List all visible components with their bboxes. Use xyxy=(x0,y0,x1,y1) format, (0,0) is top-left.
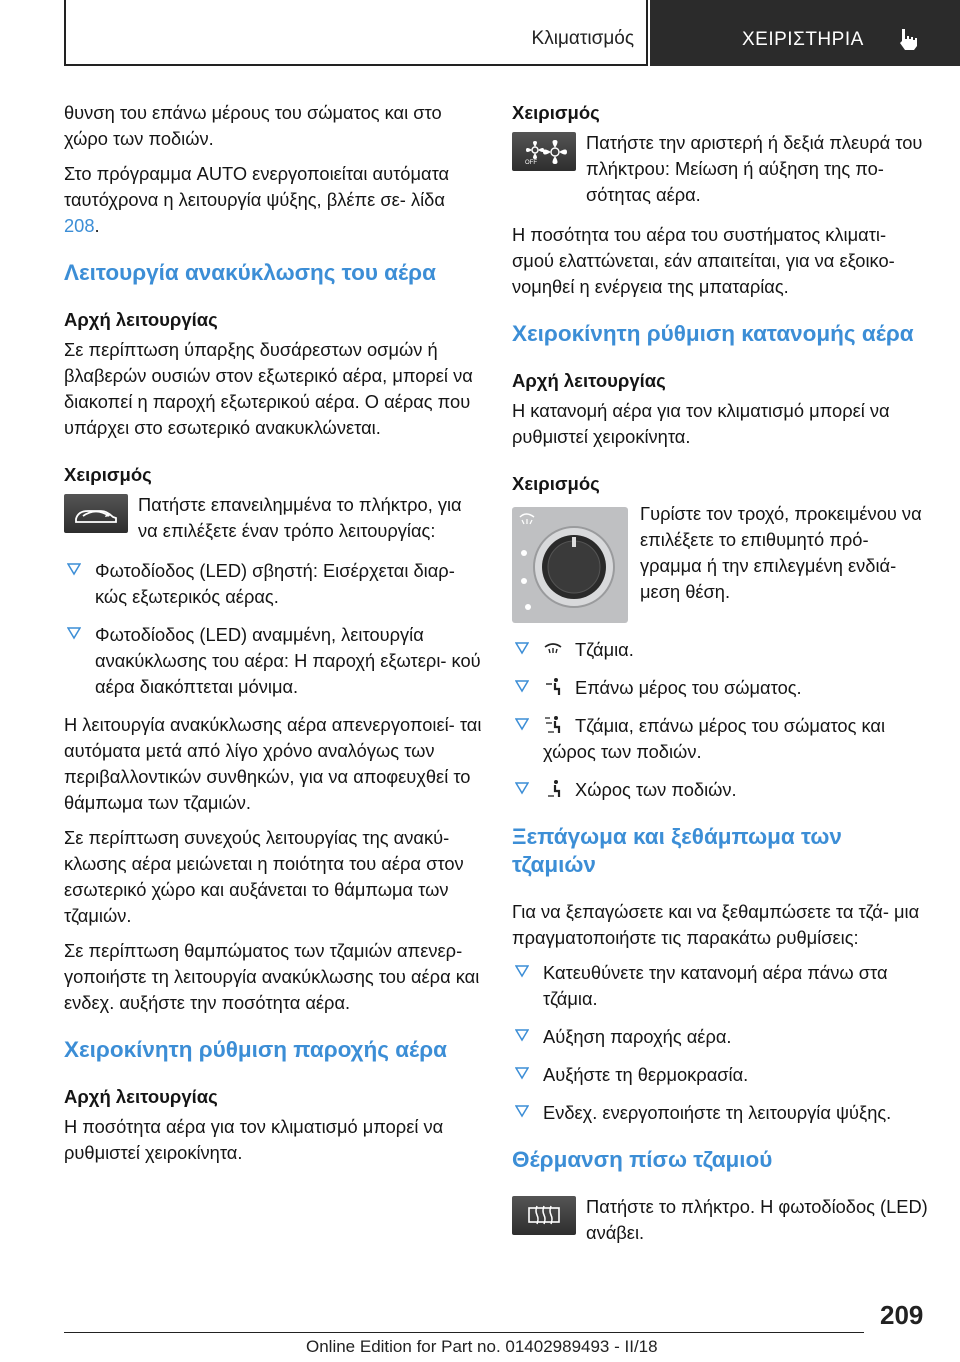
recirc-instruction xyxy=(64,492,484,544)
list-item xyxy=(512,713,932,765)
heading-rear-window: Θέρμανση πίσω τζαμιού xyxy=(512,1147,773,1172)
list-item-text: Τζάμια, επάνω μέρος του σώματος και χώρος των ποδιών. xyxy=(543,715,886,762)
list-item-text: Φωτοδίοδος (LED) αναμμένη, λειτουργία ανακύκλωσης του αέρα: Η παροχή εξωτερι- κού αέρα διακόπτεται μόνιμα. xyxy=(95,624,481,697)
upper-body-icon xyxy=(543,677,563,697)
windshield-body-feet-icon xyxy=(543,715,563,735)
heading-manual-flow: Χειροκίνητη ρύθμιση παροχής αέρα xyxy=(64,1037,447,1062)
heading-recirculation: Λειτουργία ανακύκλωσης του αέρα xyxy=(64,260,436,285)
knob-text: Γυρίστε τον τροχό, προκειμένου να επιλέξετε το επιθυμητό πρό- γραμμα ή την επιλεγμένη ενδιά- μεση θέση. xyxy=(640,503,922,602)
bullet-triangle-icon xyxy=(515,679,529,693)
paragraph: Η λειτουργία ανακύκλωσης αέρα απενεργοποιεί- ται αυτόματα μετά από λίγο χρόνο αναλόγως των περιβαλλοντικών συνθηκών, για να αποφευχθεί το θάμπωμα των τζαμιών. xyxy=(64,714,482,813)
edition-note: Online Edition for Part no. 01402989493 - II/18 xyxy=(306,1337,658,1356)
subheading-operation: Χειρισμός xyxy=(512,102,600,123)
list-item xyxy=(512,960,932,1012)
fan-instruction xyxy=(512,130,932,208)
heading-distribution: Χειροκίνητη ρύθμιση κατανομής αέρα xyxy=(512,321,914,346)
paragraph-auto xyxy=(64,161,484,239)
paragraph: Η ποσότητα αέρα για τον κλιματισμό μπορεί να ρυθμιστεί χειροκίνητα. xyxy=(64,1116,444,1163)
bullet-triangle-icon xyxy=(515,1028,529,1042)
bullet-triangle-icon xyxy=(67,562,81,576)
list-item-text: Αυξήστε τη θερμοκρασία. xyxy=(543,1064,749,1085)
paragraph: Η ποσότητα του αέρα του συστήματος κλιματι- σμού ελαττώνεται, εάν απαιτείται, για να εξοικο- νομηθεί η ενέργεια της μπαταρίας. xyxy=(512,224,895,297)
list-item-text: Χώρος των ποδιών. xyxy=(575,779,737,800)
list-item-text: Ενδεχ. ενεργοποιήστε τη λειτουργία ψύξης. xyxy=(543,1102,892,1123)
recirculation-button-icon xyxy=(64,494,128,533)
fan-button-icon xyxy=(512,132,576,171)
page-link[interactable]: 208 xyxy=(64,215,95,236)
distribution-knob-icon xyxy=(512,507,628,623)
paragraph: Σε περίπτωση ύπαρξης δυσάρεστων οσμών ή βλαβερών ουσιών στον εξωτερικό αέρα, μπορεί να διακοπεί η παροχή εξωτερικού αέρα. Ο αέρας που υπάρχει στο εσωτερικό ανακυκλώνεται. xyxy=(64,339,473,438)
subheading-principle: Αρχή λειτουργίας xyxy=(512,370,666,391)
windshield-icon xyxy=(543,639,563,659)
paragraph: θυνση του επάνω μέρους του σώματος και στο χώρο των ποδιών. xyxy=(64,102,442,149)
bullet-triangle-icon xyxy=(515,1104,529,1118)
subheading-principle: Αρχή λειτουργίας xyxy=(64,1086,218,1107)
bullet-triangle-icon xyxy=(515,1066,529,1080)
list-item xyxy=(512,1100,932,1126)
list-item-text: Αύξηση παροχής αέρα. xyxy=(543,1026,732,1047)
page-number: 209 xyxy=(880,1300,924,1330)
subheading-principle: Αρχή λειτουργίας xyxy=(64,309,218,330)
heading-defrost: Ξεπάγωμα και ξεθάμπωμα των τζαμιών xyxy=(512,824,842,877)
footwell-icon xyxy=(543,779,563,799)
fan-text: Πατήστε την αριστερή ή δεξιά πλευρά του πλήκτρου: Μείωση ή αύξηση της πο- σότητας αέρα. xyxy=(586,132,923,205)
list-item xyxy=(512,777,932,803)
left-column xyxy=(64,100,484,1175)
bullet-triangle-icon xyxy=(67,626,81,640)
list-item-text: Φωτοδίοδος (LED) σβηστή: Εισέρχεται διαρ- κώς εξωτερικός αέρας. xyxy=(95,560,455,607)
subheading-operation: Χειρισμός xyxy=(64,464,152,485)
list-item xyxy=(512,1024,932,1050)
right-column xyxy=(512,100,932,1260)
recirc-text: Πατήστε επανειλημμένα το πλήκτρο, για να επιλέξετε έναν τρόπο λειτουργίας: xyxy=(138,494,462,541)
text: Στο πρόγραμμα AUTO ενεργοποιείται αυτόματα ταυτόχρονα η λειτουργία ψύξης, βλέπε σε- λίδα xyxy=(64,163,450,210)
bullet-triangle-icon xyxy=(515,717,529,731)
hand-pointer-icon xyxy=(896,26,922,52)
bullet-triangle-icon xyxy=(515,781,529,795)
list-item xyxy=(512,1062,932,1088)
text: . xyxy=(94,215,100,236)
list-item xyxy=(512,637,932,663)
paragraph: Σε περίπτωση συνεχούς λειτουργίας της ανακύ- κλωσης αέρα μειώνεται η ποιότητα του αέρα στον εσωτερικό χώρο και αυξάνεται το θάμπωμα των τζαμιών. xyxy=(64,827,464,926)
svg-text:OFF: OFF xyxy=(525,159,537,166)
manual-tab-label: ΧΕΙΡΙΣΤΗΡΙΑ xyxy=(742,29,864,50)
subheading-operation: Χειρισμός xyxy=(512,473,600,494)
rear-defrost-button-icon xyxy=(512,1196,576,1235)
list-item-text: Κατευθύνετε την κατανομή αέρα πάνω στα τζάμια. xyxy=(543,962,888,1009)
list-item-text: Τζάμια. xyxy=(575,639,634,660)
paragraph: Η κατανομή αέρα για τον κλιματισμό μπορεί να ρυθμιστεί χειροκίνητα. xyxy=(512,400,890,447)
bullet-triangle-icon xyxy=(515,964,529,978)
list-item xyxy=(64,558,484,610)
header-rule xyxy=(64,64,648,66)
rear-instruction xyxy=(512,1194,932,1246)
header-right-rule xyxy=(646,0,648,66)
knob-instruction xyxy=(512,501,932,623)
paragraph: Σε περίπτωση θαμπώματος των τζαμιών απενερ- γοποιήστε τη λειτουργία ανακύκλωσης του αέρα και ενδεχ. αυξήστε την ποσότητα αέρα. xyxy=(64,940,480,1013)
list-item-text: Επάνω μέρος του σώματος. xyxy=(575,677,802,698)
header-left-rule xyxy=(64,0,66,66)
rear-text: Πατήστε το πλήκτρο. Η φωτοδίοδος (LED) ανάβει. xyxy=(586,1196,928,1243)
section-title: Κλιματισμός xyxy=(531,28,634,49)
paragraph: Για να ξεπαγώσετε και να ξεθαμπώσετε τα τζά- μια πραγματοποιήστε τις παρακάτω ρυθμίσεις: xyxy=(512,901,920,948)
bullet-triangle-icon xyxy=(515,641,529,655)
footer-rule xyxy=(64,1332,864,1333)
list-item xyxy=(512,675,932,701)
list-item xyxy=(64,622,484,700)
